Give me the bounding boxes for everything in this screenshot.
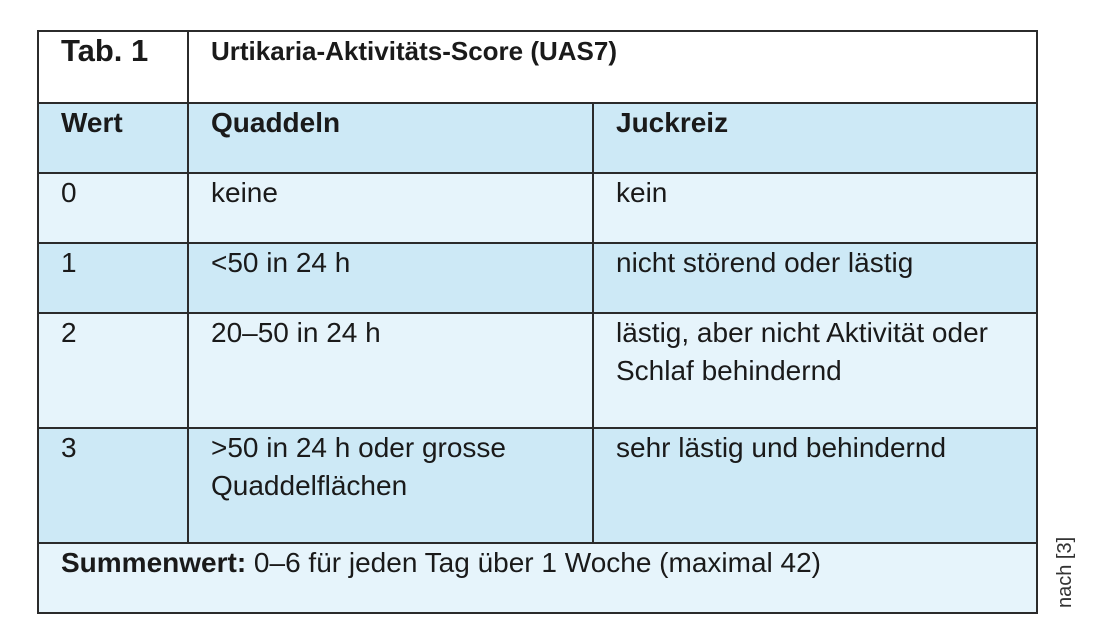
uas7-table-container [37,30,1036,608]
cell-quaddeln: >50 in 24 h oder grosse Quaddelflächen [188,428,593,543]
table-title-text: Urtikaria-Aktivitäts-Score (UAS7) [211,36,618,66]
table-label-text: Tab. 1 [61,33,149,68]
summary-text: 0–6 für jeden Tag über 1 Woche (maximal 42) [246,547,821,578]
table-row [38,428,1037,543]
cell-juckreiz: sehr lästig und behindernd [593,428,1037,543]
column-header-wert: Wert [38,103,188,173]
cell-wert: 3 [38,428,188,543]
summary-label: Summenwert: [61,547,247,578]
cell-juckreiz: kein [593,173,1037,243]
table-label [38,31,188,103]
cell-quaddeln: <50 in 24 h [188,243,593,313]
cell-juckreiz: nicht störend oder lästig [593,243,1037,313]
cell-juckreiz: lästig, aber nicht Aktivität oder Schlaf behindernd [593,313,1037,428]
table-header-row [38,103,1037,173]
column-header-quaddeln: Quaddeln [188,103,593,173]
table-row [38,173,1037,243]
cell-wert: 1 [38,243,188,313]
column-header-juckreiz: Juckreiz [593,103,1037,173]
cell-quaddeln: keine [188,173,593,243]
table-row [38,243,1037,313]
cell-wert: 0 [38,173,188,243]
summary-row [38,543,1037,613]
source-note: nach [3] [1054,536,1076,608]
table-row [38,313,1037,428]
summary-cell [38,543,1037,613]
cell-quaddeln: 20–50 in 24 h [188,313,593,428]
cell-wert: 2 [38,313,188,428]
table-title-row [38,31,1037,103]
table-title [188,31,1037,103]
uas7-table [37,30,1038,614]
